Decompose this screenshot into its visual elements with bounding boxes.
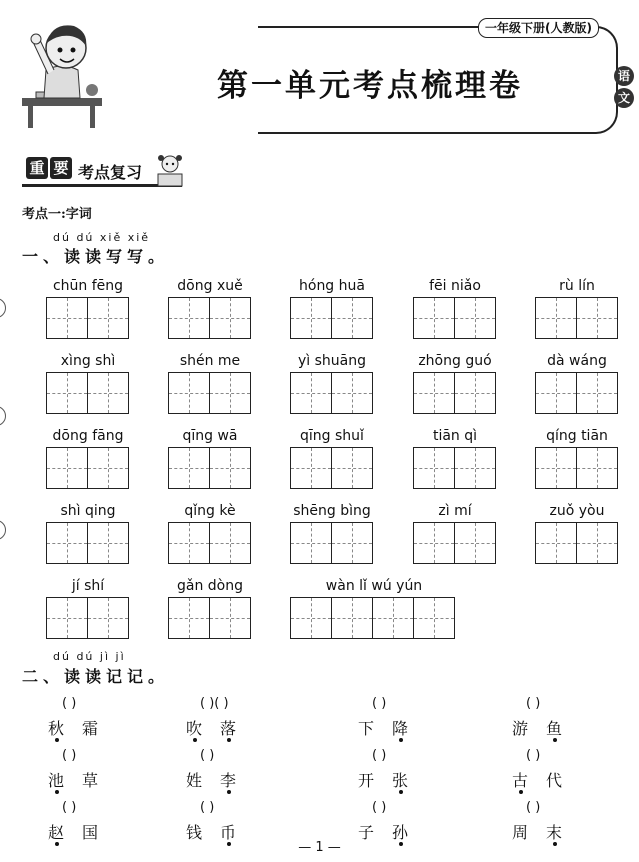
writing-box[interactable] — [455, 522, 496, 564]
word-pinyin: qíng tiān — [546, 428, 608, 444]
writing-box[interactable] — [46, 297, 88, 339]
word-chars: 子孙 — [358, 823, 427, 842]
word-pinyin: jí shí — [71, 578, 105, 594]
writing-box[interactable] — [46, 597, 88, 639]
section-title: 考点复习 — [78, 163, 143, 182]
q2-pinyin: dú dú jì jì — [53, 650, 126, 663]
binding-hole — [0, 298, 6, 318]
word-chars: 秋霜 — [48, 719, 117, 738]
writing-box[interactable] — [290, 372, 332, 414]
pinyin-blank[interactable]: ( ) — [526, 800, 541, 815]
writing-box[interactable] — [46, 522, 88, 564]
writing-box[interactable] — [413, 297, 455, 339]
pinyin-blank[interactable]: ( ) — [372, 748, 387, 763]
writing-box[interactable] — [168, 372, 210, 414]
writing-box[interactable] — [577, 447, 618, 489]
writing-box[interactable] — [168, 447, 210, 489]
word-pinyin: qīng wā — [182, 428, 238, 444]
word-chars: 周末 — [512, 823, 581, 842]
emphasis-dot — [55, 738, 59, 742]
word-pinyin: zhōng guó — [418, 353, 492, 369]
q2-title: 二、读读记记。 — [22, 667, 170, 686]
emphasis-dot — [193, 738, 197, 742]
writing-box[interactable] — [455, 372, 496, 414]
word-pinyin: wàn lǐ wú yún — [325, 578, 423, 594]
writing-box[interactable] — [332, 597, 373, 639]
girl-reading-icon — [152, 152, 188, 188]
word-chars: 吹落 — [186, 719, 255, 738]
writing-box[interactable] — [210, 372, 251, 414]
writing-box[interactable] — [413, 447, 455, 489]
writing-box[interactable] — [455, 297, 496, 339]
word-pinyin: rù lín — [559, 278, 595, 294]
word-chars: 开张 — [358, 771, 427, 790]
pinyin-blank[interactable]: ( ) — [526, 748, 541, 763]
writing-box[interactable] — [577, 372, 618, 414]
word-pinyin: xìng shì — [60, 353, 116, 369]
word-pinyin: qīng shuǐ — [300, 428, 364, 444]
emphasis-dot — [227, 790, 231, 794]
word-pinyin: zuǒ yòu — [549, 503, 605, 519]
word-chars: 赵国 — [48, 823, 117, 842]
writing-box[interactable] — [168, 297, 210, 339]
writing-box[interactable] — [290, 297, 332, 339]
emphasis-dot — [55, 790, 59, 794]
binding-hole — [0, 520, 6, 540]
emphasis-dot — [553, 738, 557, 742]
badge-char-yao: 要 — [50, 157, 72, 179]
word-chars: 游鱼 — [512, 719, 581, 738]
writing-box[interactable] — [210, 297, 251, 339]
word-chars: 古代 — [512, 771, 581, 790]
word-pinyin: qǐng kè — [184, 503, 236, 519]
word-pinyin: chūn fēng — [52, 278, 124, 294]
subject-char-yu: 语 — [614, 66, 634, 86]
section-badge — [26, 157, 74, 179]
writing-box[interactable] — [210, 522, 251, 564]
writing-box[interactable] — [414, 597, 455, 639]
writing-box[interactable] — [535, 522, 577, 564]
pinyin-blank[interactable]: ( ) — [200, 800, 215, 815]
word-chars: 姓李 — [186, 771, 255, 790]
kaodian-label: 考点一:字词 — [22, 207, 92, 222]
emphasis-dot — [399, 738, 403, 742]
writing-box[interactable] — [46, 372, 88, 414]
boy-at-desk-illustration — [18, 10, 108, 130]
word-chars: 钱币 — [186, 823, 255, 842]
pinyin-blank[interactable]: ( ) — [62, 696, 77, 711]
q1-title: 一、读读写写。 — [22, 247, 170, 266]
writing-box[interactable] — [88, 597, 129, 639]
pinyin-blank[interactable]: ( )( ) — [200, 696, 229, 711]
word-pinyin: yì shuāng — [297, 353, 366, 369]
word-pinyin: shén me — [179, 353, 241, 369]
page-title: 第一单元考点梳理卷 — [217, 68, 523, 104]
writing-box[interactable] — [373, 597, 414, 639]
writing-box[interactable] — [290, 597, 332, 639]
pinyin-blank[interactable]: ( ) — [200, 748, 215, 763]
writing-box[interactable] — [210, 447, 251, 489]
word-pinyin: dōng fāng — [52, 428, 124, 444]
writing-box[interactable] — [577, 297, 618, 339]
writing-box[interactable] — [210, 597, 251, 639]
pinyin-blank[interactable]: ( ) — [372, 696, 387, 711]
pinyin-blank[interactable]: ( ) — [62, 800, 77, 815]
writing-box[interactable] — [88, 372, 129, 414]
binding-hole — [0, 406, 6, 426]
word-pinyin: shì qing — [60, 503, 116, 519]
writing-box[interactable] — [290, 522, 332, 564]
word-pinyin: dà wáng — [547, 353, 607, 369]
writing-box[interactable] — [88, 447, 129, 489]
word-pinyin: fēi niǎo — [429, 278, 481, 294]
word-chars: 池草 — [48, 771, 117, 790]
word-pinyin: zì mí — [438, 503, 472, 519]
emphasis-dot — [399, 790, 403, 794]
writing-box[interactable] — [290, 447, 332, 489]
writing-box[interactable] — [46, 447, 88, 489]
word-pinyin: gǎn dòng — [176, 578, 243, 594]
pinyin-blank[interactable]: ( ) — [62, 748, 77, 763]
writing-box[interactable] — [535, 372, 577, 414]
badge-char-zhong: 重 — [26, 157, 48, 179]
emphasis-dot — [227, 738, 231, 742]
writing-box[interactable] — [535, 297, 577, 339]
writing-box[interactable] — [455, 447, 496, 489]
word-pinyin: hóng huā — [299, 278, 365, 294]
writing-box[interactable] — [88, 297, 129, 339]
writing-box[interactable] — [332, 447, 373, 489]
writing-box[interactable] — [413, 522, 455, 564]
emphasis-dot — [519, 790, 523, 794]
word-pinyin: tiān qì — [432, 428, 478, 444]
pinyin-blank[interactable]: ( ) — [526, 696, 541, 711]
writing-box[interactable] — [413, 372, 455, 414]
page-number: — 1 — — [298, 840, 341, 855]
pinyin-blank[interactable]: ( ) — [372, 800, 387, 815]
word-pinyin: shēng bìng — [293, 503, 371, 519]
writing-box[interactable] — [535, 447, 577, 489]
writing-box[interactable] — [88, 522, 129, 564]
word-chars: 下降 — [358, 719, 427, 738]
q1-pinyin: dú dú xiě xiě — [53, 231, 151, 244]
writing-box[interactable] — [168, 597, 210, 639]
writing-box[interactable] — [332, 372, 373, 414]
writing-box[interactable] — [577, 522, 618, 564]
writing-box[interactable] — [332, 297, 373, 339]
subject-char-wen: 文 — [614, 88, 634, 108]
writing-box[interactable] — [332, 522, 373, 564]
word-pinyin: dōng xuě — [177, 278, 243, 294]
grade-tag: 一年级下册(人教版) — [478, 18, 599, 38]
writing-box[interactable] — [168, 522, 210, 564]
